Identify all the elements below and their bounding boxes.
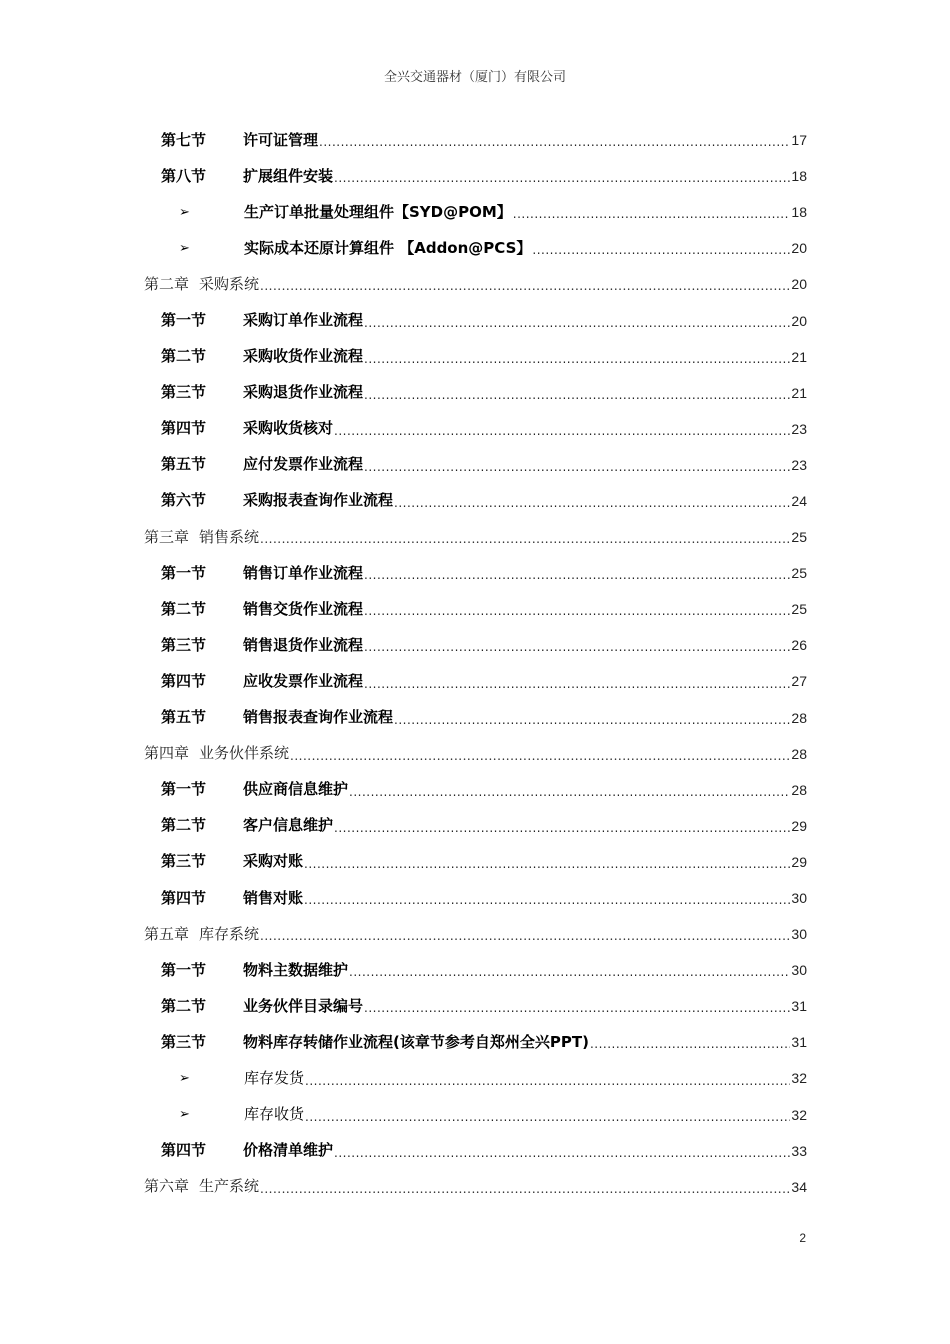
toc-entry-number: 第四节: [161, 1141, 207, 1160]
toc-entry[interactable]: [144, 591, 807, 627]
dot-leader: [305, 1111, 790, 1133]
toc-entry[interactable]: [144, 519, 807, 555]
dot-leader: [394, 714, 790, 736]
toc-entry-title: 销售交货作业流程: [243, 599, 364, 618]
toc-entry[interactable]: [144, 700, 807, 736]
toc-entry-title: 应收发票作业流程: [243, 671, 364, 690]
toc-entry[interactable]: [144, 555, 807, 591]
toc-entry[interactable]: [144, 302, 807, 338]
dot-leader: [513, 208, 791, 230]
toc-entry-number: 第三节: [161, 852, 207, 871]
toc-entry-title: 库存系统: [199, 924, 260, 943]
toc-entry-title: 应付发票作业流程: [243, 455, 364, 474]
toc-entry-title: 生产系统: [199, 1177, 260, 1196]
toc-entry[interactable]: [144, 736, 807, 772]
toc-entry-title: 客户信息维护: [243, 816, 334, 835]
toc-entry-page: 20: [791, 240, 807, 257]
toc-entry-title: 扩展组件安装: [243, 166, 334, 185]
toc-entry-title: 销售退货作业流程: [243, 635, 364, 654]
toc-entry-number: 第三节: [161, 383, 207, 402]
toc-entry-number: 第一节: [161, 563, 207, 582]
toc-entry-number: 第六章: [144, 1177, 190, 1196]
toc-entry[interactable]: [144, 339, 807, 375]
toc-entry-number: 第四节: [161, 419, 207, 438]
bullet-arrow-icon: ➢: [179, 240, 190, 256]
toc-entry-page: 25: [791, 601, 807, 618]
toc-entry-title: 供应商信息维护: [243, 780, 349, 799]
toc-entry-page: 34: [791, 1178, 807, 1195]
toc-entry[interactable]: [144, 158, 807, 194]
toc-entry-number: 第三章: [144, 527, 190, 546]
toc-entry-page: 18: [791, 204, 807, 221]
dot-leader: [334, 425, 790, 447]
toc-entry-page: 28: [791, 745, 807, 762]
dot-leader: [364, 678, 790, 700]
toc-entry-page: 18: [791, 168, 807, 185]
toc-entry-title: 许可证管理: [243, 130, 319, 149]
toc-entry-number: 第二章: [144, 274, 190, 293]
bullet-arrow-icon: ➢: [179, 1107, 190, 1123]
toc-entry[interactable]: [144, 411, 807, 447]
toc-entry-page: 28: [791, 781, 807, 798]
toc-entry-title: 物料库存转储作业流程(该章节参考自郑州全兴PPT): [243, 1032, 589, 1051]
toc-entry-title: 库存发货: [244, 1068, 305, 1087]
table-of-contents: [144, 122, 807, 1205]
toc-entry-title: 采购订单作业流程: [243, 311, 364, 330]
toc-entry-title: 销售系统: [199, 527, 260, 546]
bullet-arrow-icon: ➢: [179, 204, 190, 220]
toc-entry-number: 第三节: [161, 635, 207, 654]
toc-entry[interactable]: [144, 1169, 807, 1205]
bullet-arrow-icon: ➢: [179, 1070, 190, 1086]
toc-entry-title: 实际成本还原计算组件 【Addon@PCS】: [244, 238, 532, 257]
toc-entry-page: 25: [791, 565, 807, 582]
toc-entry[interactable]: [144, 194, 807, 230]
toc-entry-page: 26: [791, 637, 807, 654]
dot-leader: [590, 1038, 790, 1060]
toc-entry[interactable]: [144, 952, 807, 988]
toc-entry-number: 第二节: [161, 996, 207, 1015]
dot-leader: [305, 1075, 790, 1097]
toc-entry-page: 29: [791, 817, 807, 834]
dot-leader: [532, 244, 790, 266]
toc-entry-number: 第五节: [161, 708, 207, 727]
toc-entry-number: 第八节: [161, 166, 207, 185]
toc-entry-title: 采购退货作业流程: [243, 383, 364, 402]
toc-entry-page: 28: [791, 709, 807, 726]
toc-entry[interactable]: [144, 375, 807, 411]
toc-entry[interactable]: [144, 1024, 807, 1060]
page-number: 2: [799, 1231, 806, 1245]
toc-entry-number: 第二节: [161, 816, 207, 835]
toc-entry[interactable]: [144, 844, 807, 880]
toc-entry[interactable]: [144, 627, 807, 663]
toc-entry[interactable]: [144, 122, 807, 158]
dot-leader: [304, 894, 790, 916]
toc-entry[interactable]: [144, 266, 807, 302]
dot-leader: [260, 533, 790, 555]
toc-entry-title: 销售对账: [243, 888, 304, 907]
toc-entry-number: 第二节: [161, 599, 207, 618]
toc-entry-page: 24: [791, 492, 807, 509]
toc-entry-number: 第一节: [161, 311, 207, 330]
dot-leader: [364, 605, 790, 627]
toc-entry-title: 采购对账: [243, 852, 304, 871]
toc-entry-number: 第一节: [161, 960, 207, 979]
toc-entry-number: 第二节: [161, 347, 207, 366]
dot-leader: [364, 317, 790, 339]
dot-leader: [364, 389, 790, 411]
dot-leader: [260, 1183, 790, 1205]
toc-entry-number: 第七节: [161, 130, 207, 149]
toc-entry-page: 25: [791, 529, 807, 546]
dot-leader: [334, 172, 790, 194]
toc-entry-title: 生产订单批量处理组件【SYD@POM】: [244, 202, 512, 221]
dot-leader: [364, 1002, 790, 1024]
toc-entry-number: 第三节: [161, 1032, 207, 1051]
dot-leader: [319, 136, 790, 158]
toc-entry-title: 物料主数据维护: [243, 960, 349, 979]
dot-leader: [364, 641, 790, 663]
toc-entry[interactable]: [144, 880, 807, 916]
toc-entry-page: 29: [791, 853, 807, 870]
toc-entry[interactable]: [144, 1133, 807, 1169]
toc-entry-title: 采购收货核对: [243, 419, 334, 438]
toc-entry-page: 23: [791, 456, 807, 473]
dot-leader: [334, 822, 790, 844]
toc-entry[interactable]: [144, 483, 807, 519]
toc-entry-page: 32: [791, 1070, 807, 1087]
toc-entry-page: 21: [791, 348, 807, 365]
toc-entry-page: 30: [791, 962, 807, 979]
toc-entry-title: 销售订单作业流程: [243, 563, 364, 582]
toc-entry[interactable]: [144, 663, 807, 699]
toc-entry[interactable]: [144, 808, 807, 844]
toc-entry-page: 21: [791, 384, 807, 401]
dot-leader: [304, 858, 790, 880]
dot-leader: [260, 280, 790, 302]
dot-leader: [260, 930, 790, 952]
dot-leader: [349, 966, 790, 988]
toc-entry-title: 采购报表查询作业流程: [243, 491, 394, 510]
toc-entry-title: 销售报表查询作业流程: [243, 708, 394, 727]
dot-leader: [364, 461, 790, 483]
toc-entry-title: 价格清单维护: [243, 1141, 334, 1160]
toc-entry-page: 27: [791, 673, 807, 690]
toc-entry[interactable]: [144, 1060, 807, 1096]
toc-entry-page: 20: [791, 312, 807, 329]
dot-leader: [349, 786, 790, 808]
toc-entry-page: 33: [791, 1142, 807, 1159]
toc-entry-number: 第五节: [161, 455, 207, 474]
toc-entry[interactable]: [144, 772, 807, 808]
toc-entry-page: 17: [791, 132, 807, 149]
toc-entry-page: 30: [791, 890, 807, 907]
toc-entry-page: 31: [791, 998, 807, 1015]
toc-entry-number: 第四节: [161, 888, 207, 907]
toc-entry[interactable]: [144, 447, 807, 483]
toc-entry-page: 31: [791, 1034, 807, 1051]
toc-entry-title: 采购系统: [199, 274, 260, 293]
toc-entry[interactable]: [144, 988, 807, 1024]
dot-leader: [290, 750, 790, 772]
dot-leader: [394, 497, 790, 519]
toc-entry[interactable]: [144, 1097, 807, 1133]
toc-entry-number: 第六节: [161, 491, 207, 510]
toc-entry-title: 业务伙伴系统: [199, 744, 290, 763]
toc-entry-number: 第一节: [161, 780, 207, 799]
toc-entry[interactable]: [144, 230, 807, 266]
page-header: 全兴交通器材（厦门）有限公司: [383, 70, 566, 85]
toc-entry-page: 23: [791, 420, 807, 437]
toc-entry-number: 第五章: [144, 924, 190, 943]
toc-entry-page: 32: [791, 1106, 807, 1123]
toc-entry-title: 采购收货作业流程: [243, 347, 364, 366]
toc-entry-title: 业务伙伴目录编号: [243, 996, 364, 1015]
toc-entry[interactable]: [144, 916, 807, 952]
toc-entry-page: 20: [791, 276, 807, 293]
toc-entry-page: 30: [791, 926, 807, 943]
toc-entry-number: 第四节: [161, 671, 207, 690]
dot-leader: [334, 1147, 790, 1169]
toc-entry-title: 库存收货: [244, 1105, 305, 1124]
dot-leader: [364, 569, 790, 591]
toc-entry-number: 第四章: [144, 744, 190, 763]
dot-leader: [364, 353, 790, 375]
